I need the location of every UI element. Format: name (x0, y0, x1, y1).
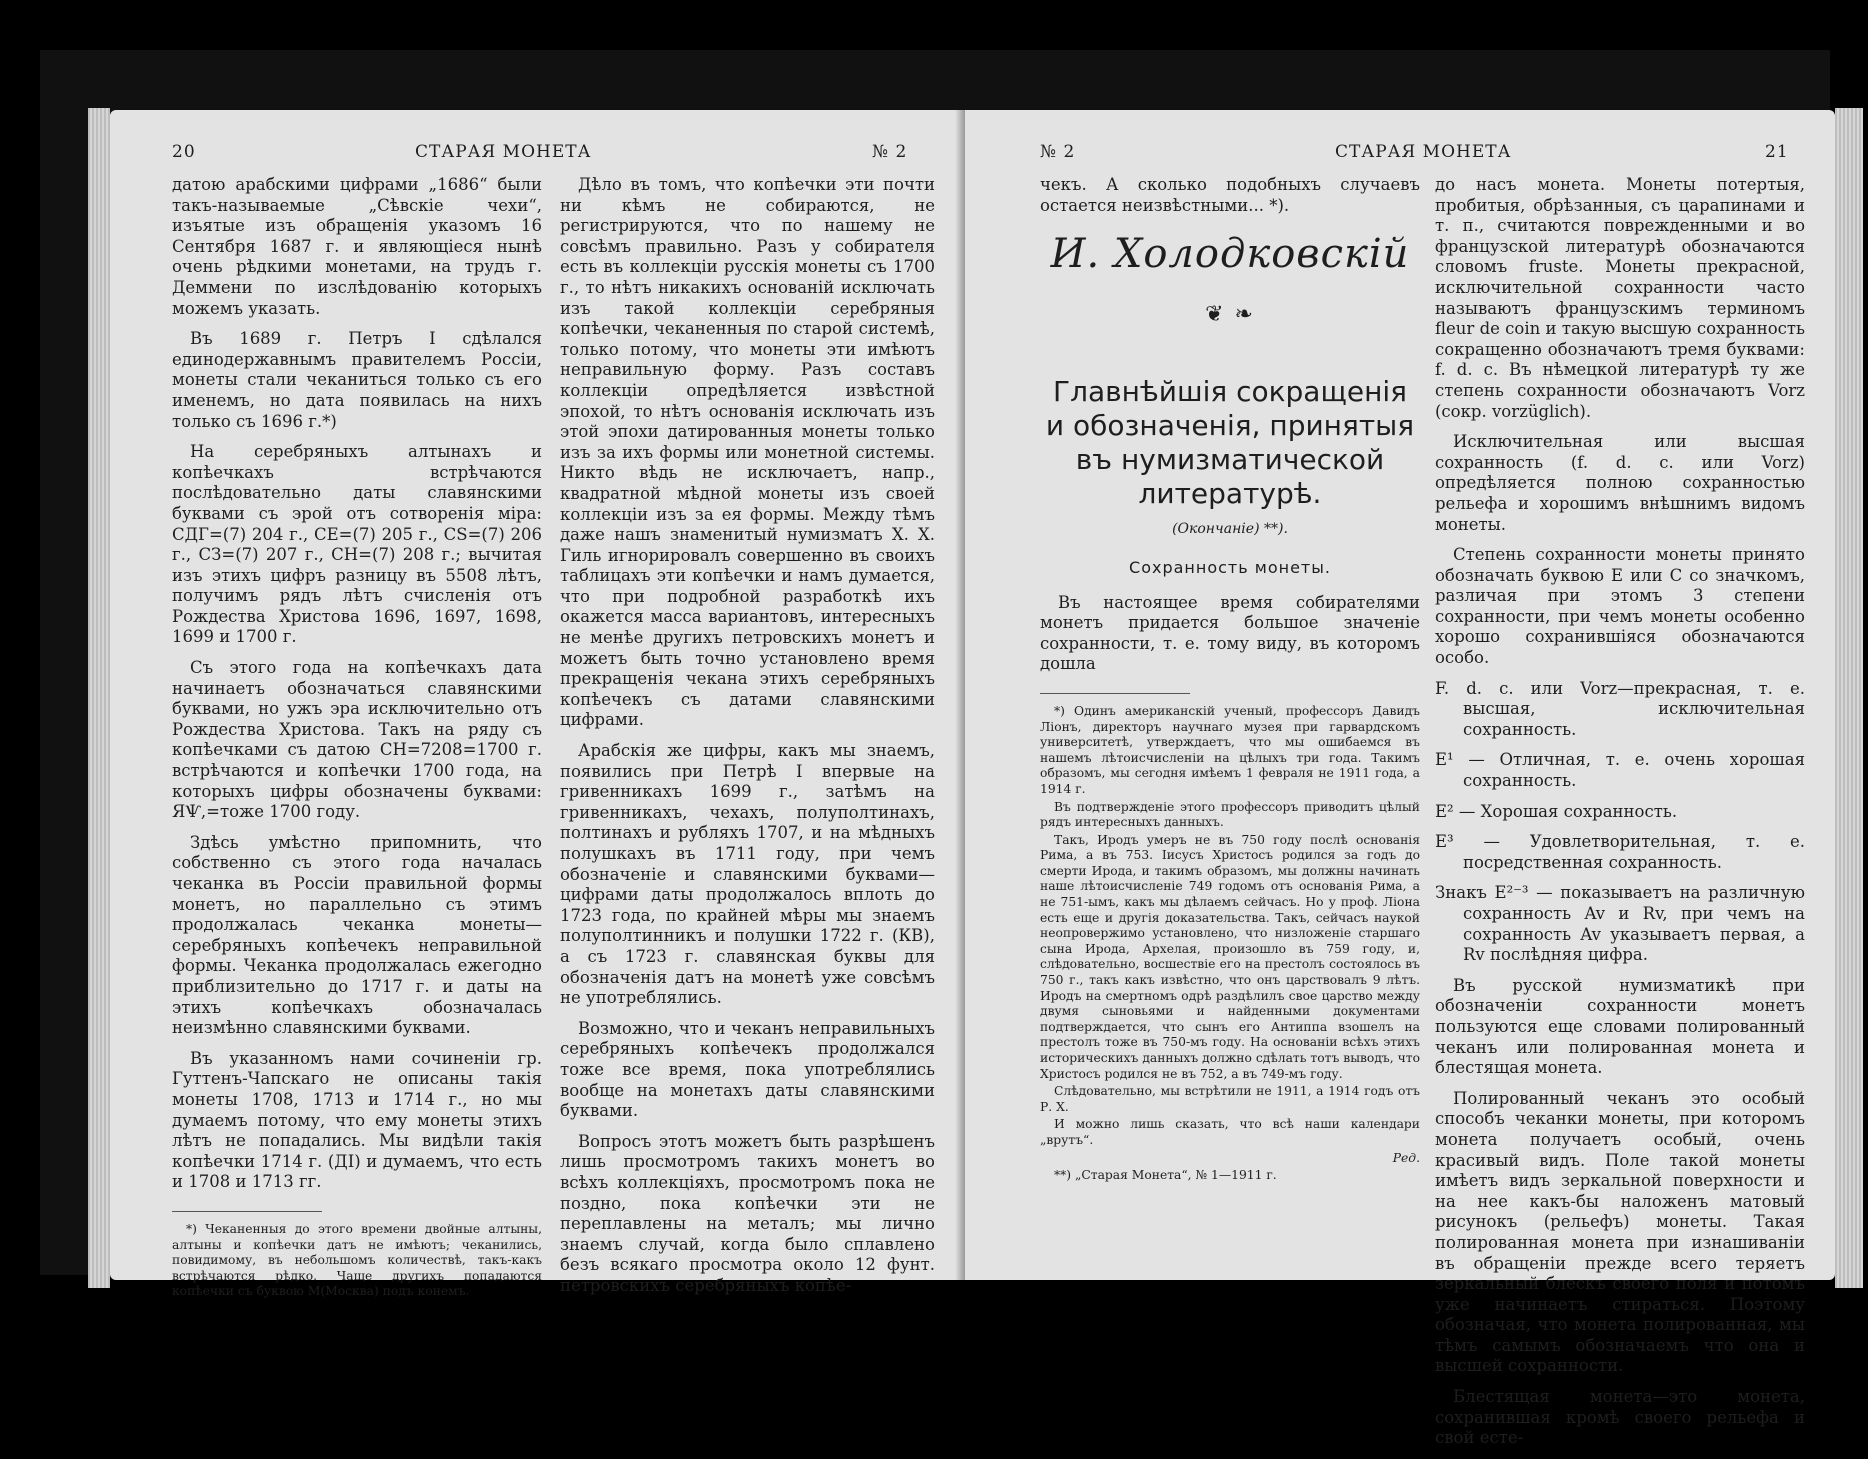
paragraph: Въ настоящее время собирателями монетъ придается большое значеніе сохранности, т. е. тому виду, въ которомъ дошла (1040, 592, 1420, 674)
paragraph: Съ этого года на копѣечкахъ дата начинаетъ обозначаться славянскими буквами, но ужъ эра исключительно отъ Рождества Христова. Такъ на ряду съ копѣечками съ датою СН=7208=1700 г. встрѣчаются и копѣечки 1700 года, на которыхъ цифры обозначены буквами: ЯѰ,=тоже 1700 году. (172, 658, 542, 822)
footnote: *) Чеканенныя до этого времени двойные алтыны, алтыны и копѣечки датъ не имѣютъ; чеканились, повидимому, въ небольшомъ количествѣ, такъ-какъ встрѣчаются рѣдко. Чаще другихъ попадаются копѣечки съ буквою М(Москва) подъ конемъ. (172, 1221, 542, 1299)
paragraph: Блестящая монета—это монета, сохранившая кромѣ своего рельефа и свой есте- (1435, 1387, 1805, 1448)
editor-note: Ред. (1392, 1150, 1420, 1165)
grade-item: Е² — Хорошая сохранность. (1435, 801, 1678, 821)
author-signature: И. Холодковскій (1050, 231, 1410, 278)
footnote-rule (1040, 693, 1190, 694)
footnote: Въ подтвержденіе этого профессоръ приводитъ цѣлый рядъ интересныхъ данныхъ. (1040, 799, 1420, 830)
paragraph: датою арабскими цифрами „1686“ были такъ-называемые „Сѣвскіе чехи“, изъятые изъ обращенія указомъ 16 Сентября 1687 г. и являющіеся нынѣ очень рѣдкими монетами, на трудъ г. Деммени по изслѣдованію которыхъ можемъ указать. (172, 175, 542, 318)
left-page-number: 20 (172, 142, 196, 162)
paragraph: Въ русской нумизматикѣ при обозначеніи сохранности монетъ пользуются еще словами полированный чеканъ или полированная монета и блестящая монета. (1435, 975, 1805, 1078)
book-scan (40, 50, 1830, 1448)
grade-list (1435, 679, 1805, 966)
section-title: Сохранность монеты. (1129, 557, 1331, 577)
paragraph: Полированный чеканъ это особый способъ чеканки монеты, при которомъ монета получаетъ особый, очень красивый видъ. Поле такой монеты имѣетъ видъ зеркальной поверхности и на нее какъ-бы наложенъ матовый рисунокъ (рельефъ) монеты. Такая полированная монета при изнашиваніи въ обращеніи прежде всего теряетъ зеркальный блескъ своего поля и потомъ уже начинаетъ стираться. Поэтому обозначая, что монета полированная, мы тѣмъ самымъ обозначаемъ что она и высшей сохранности. (1435, 1088, 1805, 1376)
grade-item: Знакъ Е²⁻³ — показываетъ на различную сохранность Av и Rv, при чемъ на сохранность Av указываетъ первая, а Rv послѣдняя цифра. (1435, 883, 1805, 965)
right-page (965, 110, 1835, 1448)
right-page-number: 21 (1765, 142, 1789, 162)
left-page-edges (88, 108, 110, 1288)
right-page-edges (1835, 108, 1863, 1288)
footnote-rule (172, 1211, 322, 1212)
grade-item: F. d. c. или Vorz—прекрасная, т. е. высшая, исключительная сохранность. (1435, 678, 1805, 739)
footnote: **) „Старая Монета“, № 1—1911 г. (1054, 1168, 1277, 1183)
left-footnote (172, 1222, 542, 1300)
paragraph: Здѣсь умѣстно припомнить, что собственно съ этого года началась чеканка въ Россіи правильной формы монетъ, но параллельно съ этимъ продолжалась чеканка монеты—серебряныхъ копѣечекъ неправильной формы. Чеканка продолжалась ежегодно приблизительно до 1717 г. и даты на этихъ копѣечкахъ обозначалась неизмѣнно славянскими буквами. (172, 832, 542, 1038)
left-page (110, 110, 965, 1299)
right-running-title: СТАРАЯ МОНЕТА (1335, 142, 1512, 162)
paragraph: Арабскія же цифры, какъ мы знаемъ, появились при Петрѣ I впервые на гривенникахъ 1699 г., затѣмъ на гривенникахъ, чехахъ, полуполтинахъ, полтинахъ и рубляхъ 1707, и на мѣдныхъ полушкахъ въ 1711 году, при чемъ обозначеніе и славянскими буквами—цифрами даты продолжалось вплоть до 1723 года, по крайней мѣры мы знаемъ полуполтинникъ и полушки 1722 г. (КВ), а съ 1723 г. славянская буквы для обозначенія датъ на монетѣ уже совсѣмъ не употреблялись. (560, 741, 935, 1008)
left-issue-number: № 2 (872, 142, 908, 162)
paragraph: чекъ. А сколько подобныхъ случаевъ остается неизвѣстными... *). (1040, 175, 1420, 215)
grade-item: Е¹ — Отличная, т. е. очень хорошая сохранность. (1435, 750, 1805, 791)
footnote: *) Одинъ американскій ученый, профессоръ Давидъ Ліонъ, директоръ научнаго музея при гарвардскомъ университетѣ, утверждаетъ, что мы ошибаемся въ нашемъ лѣтоисчисленіи на цѣлыхъ три года. Такимъ образомъ, мы сегодня имѣемъ 1 февраля не 1911 года, а 1914 г. (1040, 703, 1420, 796)
article-subtitle: (Окончаніе) **). (1172, 521, 1288, 538)
footnote: Такъ, Иродъ умеръ не въ 750 году послѣ основанія Рима, а въ 753. Іисусъ Христосъ родился за годъ до смерти Ирода, и такимъ образомъ, мы должны начинать наше лѣтоисчисленіе 749 годомъ отъ основанія Рима, а не 751-ымъ, какъ мы дѣлаемъ сейчасъ. Но у проф. Ліона есть еще и другія доказательства. Такъ, сейчасъ наукой неопровержимо установлено, что низложеніе старшаго сына Ирода, Архелая, произошло въ 759 году, и, слѣдовательно, восшествіе его на престолъ состоялось въ 750 г., такъ какъ извѣстно, что онъ царствовалъ 9 лѣтъ. Иродъ на смертномъ одрѣ раздѣлилъ свое царство между двумя сыновьями и найденными документами подтверждается, что сынъ его Антиппа взошелъ на престолъ тоже въ 750-мъ году. На основаніи всѣхъ этихъ историческихъ данныхъ должно сдѣлать тотъ выводъ, что Христосъ родился не въ 752, а въ 749-мъ году. (1040, 832, 1420, 1081)
paragraph: Вопросъ этотъ можетъ быть разрѣшенъ лишь просмотромъ такихъ монетъ во всѣхъ коллекціяхъ, просмотромъ пока не поздно, пока копѣечки эти не переплавлены на металъ; мы лично знаемъ случай, когда было сплавлено безъ всякаго просмотра около 12 фунт. петровскихъ серебряныхъ копѣе- (560, 1131, 935, 1295)
paragraph: Въ 1689 г. Петръ I сдѣлался единодержавнымъ правителемъ Россіи, монеты стали чеканиться только съ его именемъ, но дата появилась на нихъ только съ 1696 г.*) (172, 329, 542, 431)
right-issue-number: № 2 (1040, 142, 1076, 162)
paragraph: до насъ монета. Монеты потертыя, пробитыя, обрѣзанныя, съ царапинами и т. п., считаются поврежденными и во французской литературѣ обозначаются словомъ fruste. Монеты прекрасной, исключительной сохранности часто называютъ французскимъ терминомъ fleur de coin и такую высшую сохранность сокращенно обозначаютъ тремя буквами: f. d. c. Въ нѣмецкой литературѣ ту же степень сохранности обозначаютъ Vorz (сокр. vorzüglich). (1435, 175, 1805, 421)
grade-item: Е³ — Удовлетворительная, т. е. посредственная сохранность. (1435, 832, 1805, 872)
paragraph: Въ указанномъ нами сочиненіи гр. Гуттенъ-Чапскаго не описаны такія монеты 1708, 1713 и 1714 г., но мы думаемъ потому, что ему монеты этихъ лѣтъ не попадались. Мы видѣли такія копѣечки 1714 г. (ДІ) и думаемъ, что есть и 1708 и 1713 гг. (172, 1048, 542, 1192)
left-column-2 (560, 175, 935, 1306)
left-column-1 (172, 175, 542, 1302)
footnote: Слѣдовательно, мы встрѣтили не 1911, а 1914 годъ отъ Р. Х. (1040, 1084, 1420, 1114)
left-running-title: СТАРАЯ МОНЕТА (415, 142, 592, 162)
floral-ornament-icon: ❦ ❧ (1205, 301, 1255, 327)
article-title: Главнѣйшія сокращенія и обозначенія, принятыя въ нумизматической литературѣ. (1045, 375, 1415, 511)
paragraph: Исключительная или высшая сохранность (f. d. c. или Vorz) опредѣляется полною сохранностью рельефа и хорошимъ внѣшнимъ видомъ монеты. (1435, 432, 1805, 534)
footnote: И можно лишь сказать, что всѣ наши календари „врутъ“. (1040, 1117, 1420, 1147)
right-column-2 (1435, 175, 1805, 1459)
paragraph: На серебряныхъ алтынахъ и копѣечкахъ встрѣчаются послѣдовательно даты славянскими буквами съ эрой отъ сотворенія міра: СДГ=(7) 204 г., СЕ=(7) 205 г., CS=(7) 206 г., СЗ=(7) 207 г., СН=(7) 208 г.; вычитая изъ этихъ цифръ разницу въ 5508 лѣтъ, получимъ рядъ лѣтъ счисленія отъ Рождества Христова 1696, 1697, 1698, 1699 и 1700 г. (172, 442, 542, 647)
paragraph: Дѣло въ томъ, что копѣечки эти почти ни кѣмъ не собираются, не регистрируются, что по нашему не совсѣмъ правильно. Разъ у собирателя есть въ коллекціи русскія монеты съ 1700 г., то нѣтъ никакихъ основаній исключать изъ такой коллекціи серебряныя копѣечки, чеканенныя по старой системѣ, только потому, что монеты эти имѣютъ неправильную форму. Разъ составъ коллекціи опредѣляется извѣстной эпохой, то нѣтъ основанія исключать изъ этой эпохи датированныя монеты только изъ за ихъ формы или монетной системы. Никто вѣдь не исключаетъ, напр., квадратной мѣдной монеты изъ своей коллекціи изъ за ея формы. Между тѣмъ даже нашъ знаменитый нумизматъ Х. Х. Гиль игнорировалъ совершенно въ своихъ таблицахъ эти копѣечки и намъ думается, что при подробной разработкѣ ихъ окажется масса вариантовъ, интересныхъ не менѣе другихъ петровскихъ монетъ и можетъ быть точно установлено время прекращенія чекана этихъ серебряныхъ копѣечекъ съ датами славянскими цифрами. (560, 175, 935, 730)
paragraph: Степень сохранности монеты принято обозначать буквою Е или С со значкомъ, различая при этомъ 3 степени сохранности, при чемъ монеты особенно хорошо сохранившіяся обозначаются особо. (1435, 545, 1805, 668)
paragraph: Возможно, что и чеканъ неправильныхъ серебряныхъ копѣечекъ продолжался тоже все время, пока употреблялись вообще на монетахъ даты славянскими буквами. (560, 1018, 935, 1121)
right-footnotes (1040, 704, 1420, 1184)
right-column-1 (1040, 175, 1420, 1186)
